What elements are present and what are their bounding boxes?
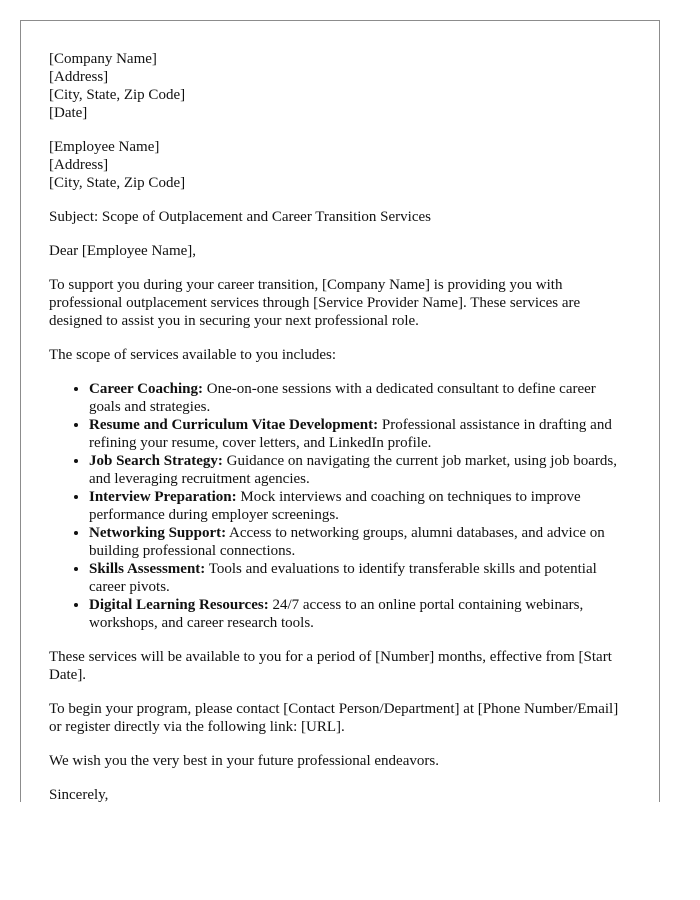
service-title: Networking Support:	[89, 525, 227, 541]
list-item	[89, 596, 631, 632]
recipient-address: [Address]	[49, 157, 109, 173]
service-description: Professional assistance in drafting and refining your resume, cover letters, and LinkedIn profile.	[89, 417, 612, 451]
services-list	[49, 380, 631, 632]
list-item	[89, 452, 631, 488]
recipient-city-state-zip: [City, State, Zip Code]	[49, 175, 186, 191]
service-description: One-on-one sessions with a dedicated consultant to define career goals and strategies.	[89, 381, 596, 415]
letter-page	[20, 20, 660, 802]
service-title: Career Coaching:	[89, 381, 204, 397]
closing: Sincerely,	[49, 787, 109, 802]
sender-city-state-zip: [City, State, Zip Code]	[49, 87, 186, 103]
service-title: Skills Assessment:	[89, 561, 206, 577]
wishes-paragraph: We wish you the very best in your future professional endeavors.	[49, 753, 439, 769]
service-title: Resume and Curriculum Vitae Development:	[89, 417, 379, 433]
service-description: Tools and evaluations to identify transferable skills and potential career pivots.	[89, 561, 597, 595]
list-item	[89, 488, 631, 524]
subject-line: Subject: Scope of Outplacement and Career Transition Services	[49, 209, 431, 225]
service-title: Interview Preparation:	[89, 489, 237, 505]
recipient-block	[49, 138, 631, 192]
recipient-name: [Employee Name]	[49, 139, 160, 155]
sender-address: [Address]	[49, 69, 109, 85]
service-description: 24/7 access to an online portal containing webinars, workshops, and career research tools.	[89, 597, 584, 631]
service-title: Job Search Strategy:	[89, 453, 223, 469]
list-item	[89, 380, 631, 416]
list-item	[89, 560, 631, 596]
letter-date: [Date]	[49, 105, 88, 121]
intro-paragraph: To support you during your career transition, [Company Name] is providing you with professional outplacement services through [Service Provider Name]. These services are designed to assist you in securing your next professional role.	[49, 277, 581, 329]
availability-paragraph: These services will be available to you for a period of [Number] months, effective from [Start Date].	[49, 649, 612, 683]
contact-paragraph: To begin your program, please contact [Contact Person/Department] at [Phone Number/Email] or register directly via the following link: [URL].	[49, 701, 619, 735]
sender-company: [Company Name]	[49, 51, 157, 67]
list-item	[89, 416, 631, 452]
sender-block	[49, 50, 631, 122]
list-item	[89, 524, 631, 560]
service-title: Digital Learning Resources:	[89, 597, 269, 613]
service-description: Guidance on navigating the current job market, using job boards, and leveraging recruitment agencies.	[89, 453, 617, 487]
greeting: Dear [Employee Name],	[49, 243, 197, 259]
service-description: Access to networking groups, alumni databases, and advice on building professional connections.	[89, 525, 605, 559]
scope-intro: The scope of services available to you includes:	[49, 347, 336, 363]
service-description: Mock interviews and coaching on techniques to improve performance during employer screenings.	[89, 489, 581, 523]
